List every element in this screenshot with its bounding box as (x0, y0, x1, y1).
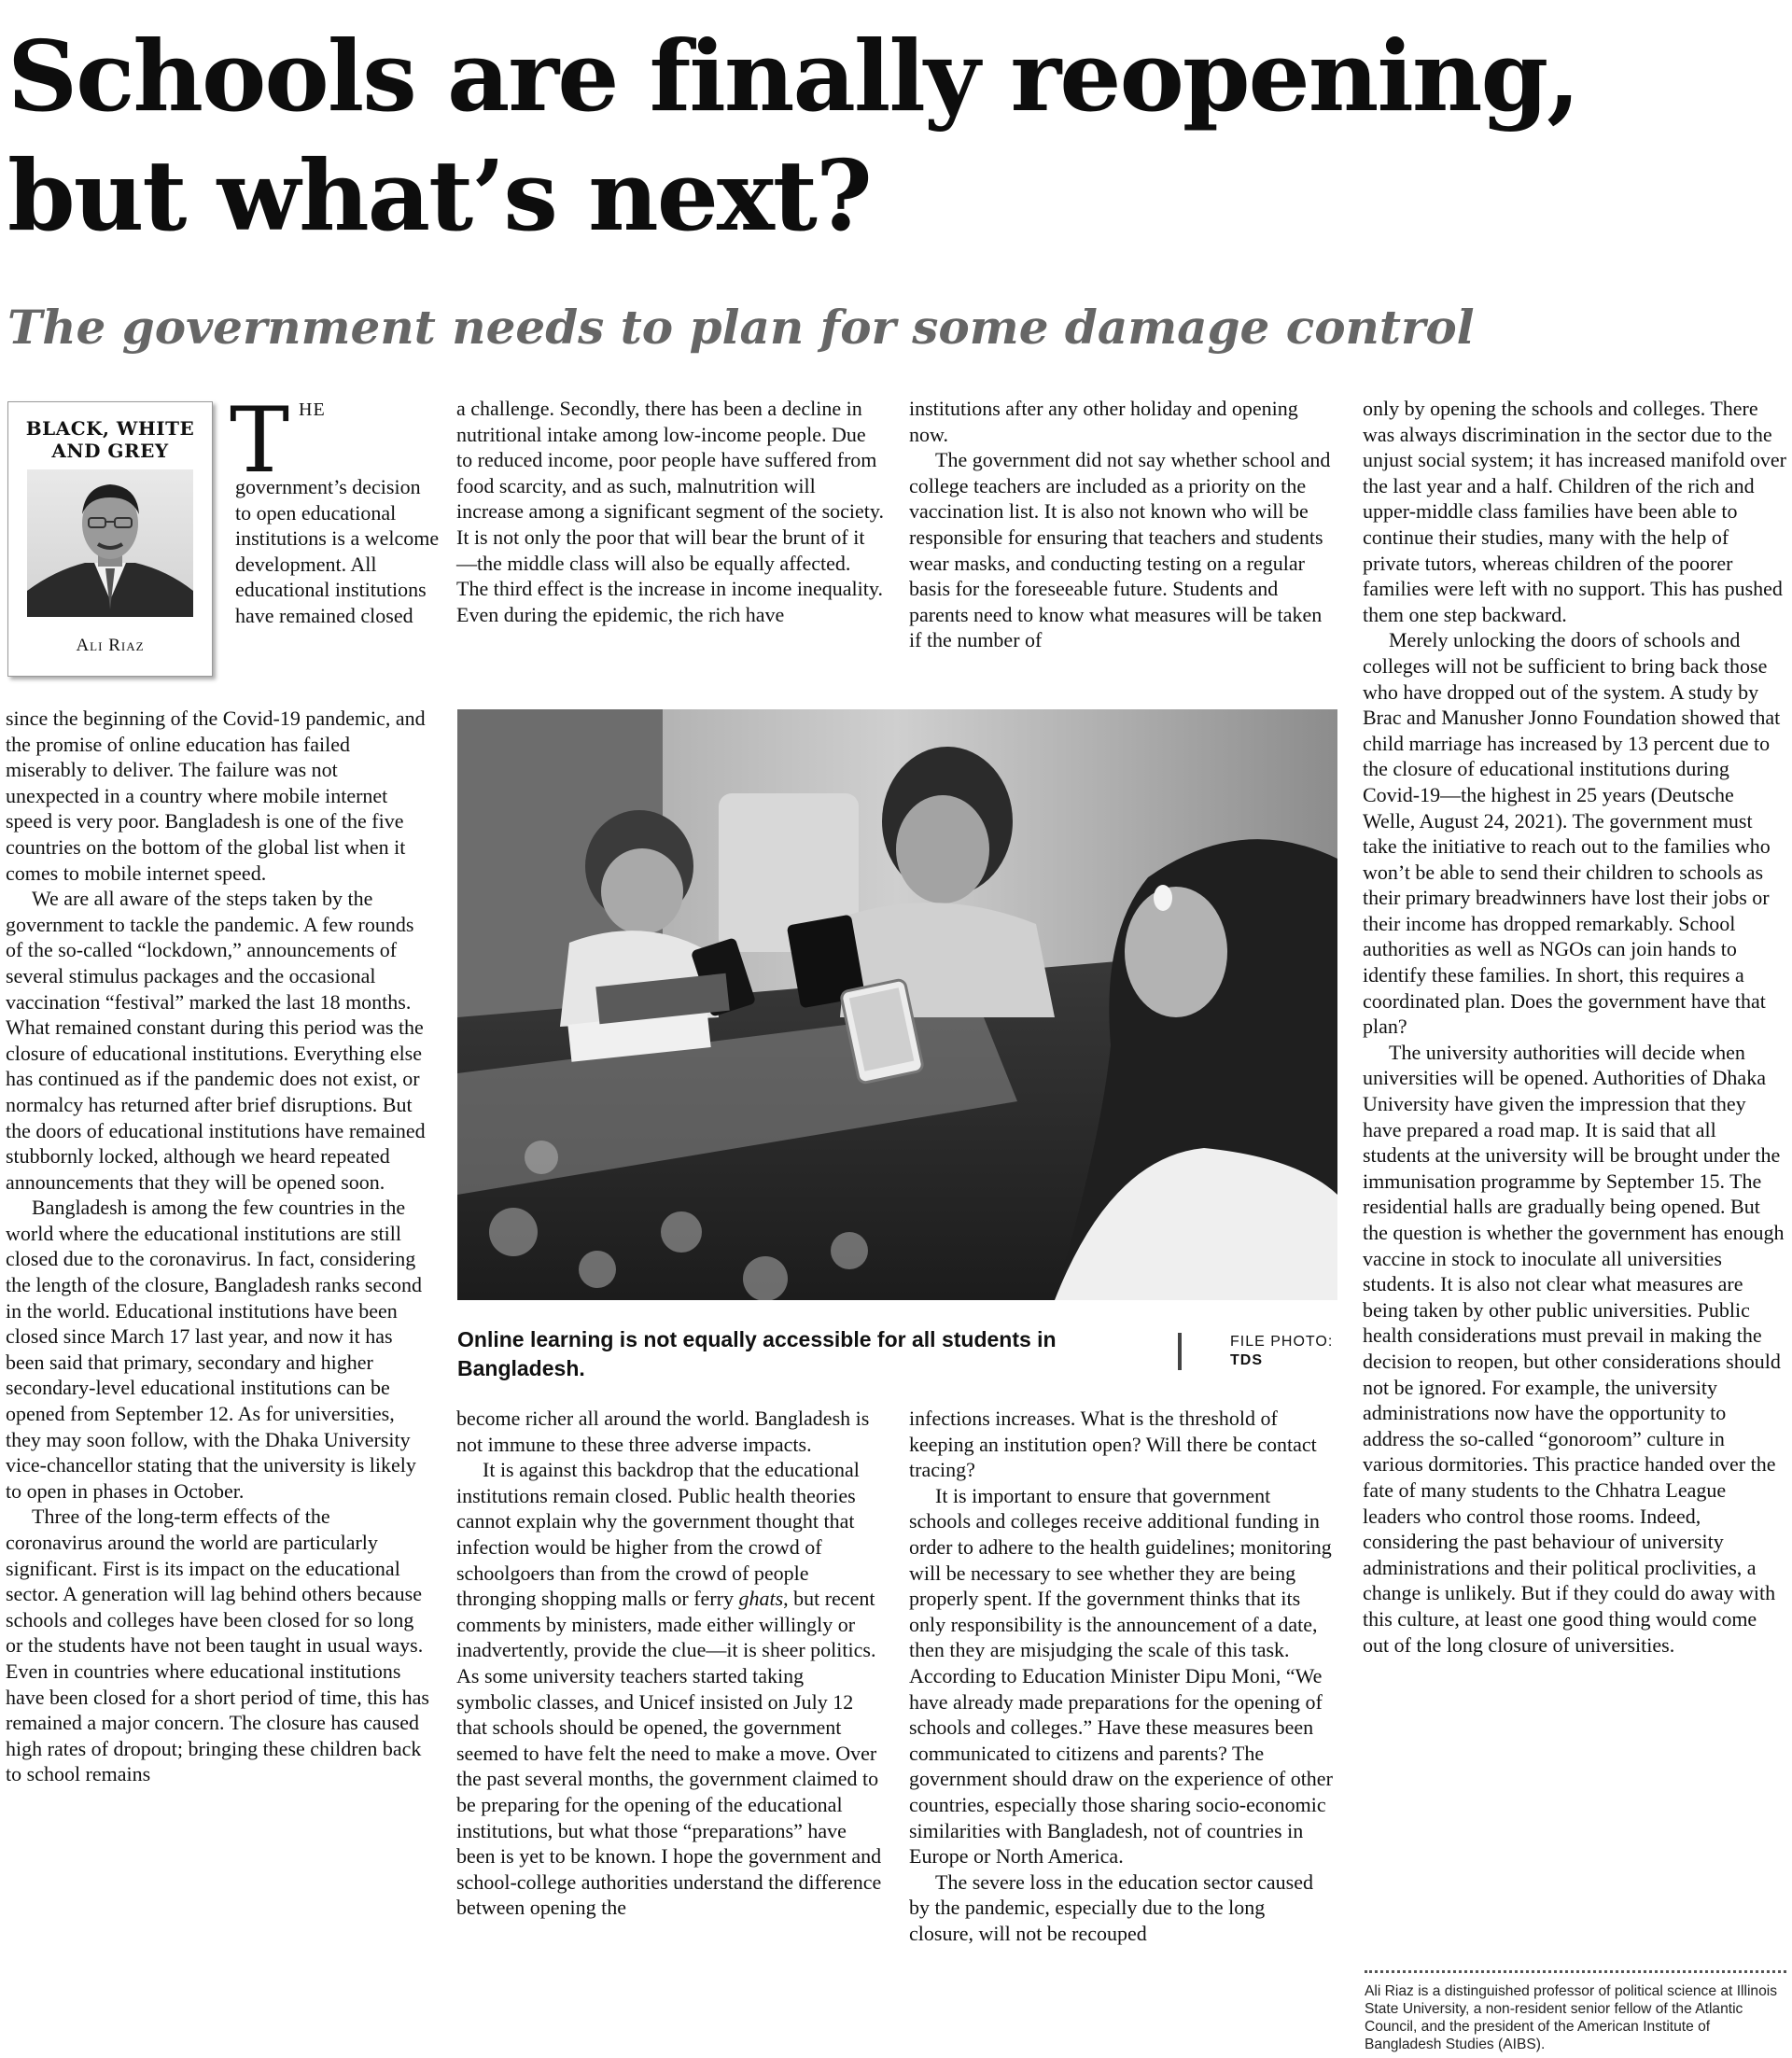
column-2-top-paragraph: a challenge. Secondly, there has been a decline in nutritional intake among low-income people. Due to reduced income, poor people have suffered from food scarcity, and as such, malnutrition will increase among a significant segment of the society. It is not only the poor that will bear the brunt of it—the middle class will also be equally affected. The third effect is the increase in income inequality. Even during the epidemic, the rich have (456, 397, 884, 626)
column-3-top-paragraph-2: The government did not say whether school and college teachers are included as a priority on the vaccination list. It is also not known who will be responsible for ensuring that teachers and students wear masks, and conducting testing on a regular basis for the foreseeable future. Students and parents need to know what measures will be taken if the number of (909, 448, 1331, 652)
column-name-line-1: BLACK, WHITE (25, 417, 195, 440)
intro-paragraph: government’s decision to open educational institutions is a welcome development. All educational institutions have remained closed (235, 475, 440, 627)
column-2-bottom-paragraph-2-part-b: , but recent comments by ministers, made either willingly or inadvertently, provide the clue—it is sheer politics. As some university teachers started taking symbolic classes, and Unicef insisted on July 12 that schools should be opened, the government seemed to have felt the need to make a move. Over the past several months, the government claimed to be preparing for the opening of the educational institutions, but what those “preparations” have been is yet to be known. I hope the government and school-college authorities understand the difference between opening the (456, 1587, 882, 1920)
column-3-bottom-paragraph-2: It is important to ensure that government schools and colleges receive additional funding in order to adhere to the health guidelines; monitoring will be necessary to see whether they are being properly spent. If the government thinks that its only responsibility is the announcement of a date, then they are misjudging the scale of this task. According to Education Minister Dipu Moni, “We have already made preparations for the opening of schools and colleges.” Have these measures been communicated to citizens and parents? The government should draw on the experience of other countries, especially those sharing socio-economic similarities with Bangladesh, not of countries in Europe or North America. (909, 1483, 1333, 1869)
bio-divider (1365, 1970, 1786, 1973)
author-photo (27, 469, 193, 617)
column-4-paragraph-1: only by opening the schools and colleges. There was always discrimination in the sector due to the unjust social system; it has increased manifold over the last year and a half. Children of the rich and upper-middle class families have been able to continue their studies, many with the help of private tutors, whereas children of the poorer families were left with no support. This has pushed them one step backward. (1363, 397, 1786, 626)
headline (7, 17, 1781, 256)
photo-credit-label: FILE PHOTO: (1230, 1334, 1334, 1350)
column-4-paragraph-3: The university authorities will decide when universities will be opened. Authorities of Dhaka University have given the impression that they have prepared a road map. It is said that all students at the university will be brought under the immunisation programme by September 15. The residential halls are gradually being opened. But the question is whether the government has enough vaccine in stock to inoculate all universities students. It is also not clear what measures are being taken by other public universities. Public health considerations must prevail in making the decision to reopen, but other considerations should not be ignored. For example, the university administrations now have the opportunity to address the so-called “gonoroom” culture in various dormitories. This practice handed over the fate of many students to the Chhatra League leaders who control those rooms. Indeed, considering the past behaviour of university administrations and their political proclivities, a change is unlikely. But if they could do away with this culture, at least one good thing would come out of the long closure of universities. (1363, 1040, 1785, 1657)
photo-credit (1230, 1333, 1333, 1370)
column-2-top (456, 396, 884, 627)
byline-box (7, 401, 213, 677)
column-3-top (909, 396, 1334, 653)
column-3-top-paragraph-1: institutions after any other holiday and opening now. (909, 397, 1298, 446)
author-bio: Ali Riaz is a distinguished professor of political science at Illinois State University, a non-resident senior fellow of the Atlantic Council, and the president of the American Institute of Bangladesh Studies (AIBS). (1365, 1983, 1778, 2052)
column-2-bottom-paragraph-1: become richer all around the world. Bangladesh is not immune to these three adverse impacts. (456, 1407, 870, 1456)
drop-cap: T (230, 388, 290, 493)
column-3-bottom (909, 1406, 1334, 1946)
column-1 (6, 706, 430, 1787)
column-4 (1363, 396, 1786, 1658)
column-2-bottom-paragraph-2 (456, 1457, 884, 1921)
photo-credit-source: TDS (1230, 1352, 1263, 1368)
headline-line-1: Schools are finally reopening, (7, 19, 1579, 133)
column-1-paragraph-3: Bangladesh is among the few countries in the world where the educational institutions are still closed due to the coronavirus. In fact, considering the length of the closure, Bangladesh ranks second in the world. Educational institutions have been closed since March 17 last year, and now it has been said that primary, secondary and higher secondary-level educational institutions can be opened from September 12. As for universities, they may soon follow, with the Dhaka University vice-chancellor stating that the university is likely to open in phases in October. (6, 1196, 422, 1503)
column-2-bottom (456, 1406, 884, 1921)
column-2-bottom-paragraph-2-italic: ghats (738, 1587, 784, 1611)
column-3-bottom-paragraph-3: The severe loss in the education sector caused by the pandemic, especially due to the long closure, will not be recouped (909, 1869, 1314, 1945)
column-1-paragraph-2: We are all aware of the steps taken by the government to tackle the pandemic. A few rounds of the so-called “lockdown,” announcements of several stimulus packages and the occasional vaccination “festival” marked the last 18 months. What remained constant during this period was the closure of educational institutions. Everything else has continued as if the pandemic does not exist, or normalcy has returned after brief disruptions. But the doors of educational institutions have remained stubbornly locked, although we heard repeated announcements that they will be opened soon. (6, 887, 426, 1194)
article-photo (457, 709, 1337, 1300)
author-name: Ali Riaz (76, 636, 145, 655)
headline-line-2: but what’s next? (7, 138, 871, 253)
caption-divider (1178, 1333, 1182, 1370)
column-3-bottom-paragraph-1: infections increases. What is the threshold of keeping an institution open? Will there be contact tracing? (909, 1407, 1317, 1482)
subheadline: The government needs to plan for some damage control (7, 300, 1475, 355)
column-1-paragraph-4: Three of the long-term effects of the coronavirus around the world are particularly significant. First is its impact on the educational sector. A generation will lag behind others because schools and colleges have been closed for so long or the students have not been taught in usual ways. Even in countries where educational institutions have been closed for a short period of time, this has remained a major concern. The closure has caused high rates of dropout; bringing these children back to school remains (6, 1505, 429, 1786)
column-1-paragraph-1: since the beginning of the Covid-19 pandemic, and the promise of online education has failed miserably to deliver. The failure was not unexpected in a country where mobile internet speed is very poor. Bangladesh is one of the five countries on the bottom of the global list when it comes to mobile internet speed. (6, 707, 426, 885)
column-name (8, 417, 212, 462)
column-2-bottom-paragraph-2-part-a: It is against this backdrop that the educational institutions remain closed. Public health theories cannot explain why the government thought that infection would be higher from the crowd of schoolgoers than from the crowd of people thronging shopping malls or ferry (456, 1458, 860, 1611)
drop-cap-rest: HE (299, 399, 326, 420)
column-name-line-2: AND GREY (51, 440, 169, 462)
intro-text-block (235, 474, 441, 629)
photo-caption: Online learning is not equally accessible for all students in Bangladesh. (457, 1327, 1057, 1380)
column-4-paragraph-2: Merely unlocking the doors of schools and colleges will not be sufficient to bring back those who have dropped out of the system. A study by Brac and Manusher Jonno Foundation showed that child marriage has increased by 13 percent due to the closure of educational institutions during Covid-19—the highest in 25 years (Deutsche Welle, August 24, 2021). The government must take the initiative to reach out to the families who won’t be able to send their children to schools as their primary breadwinners have lost their jobs or their income has dropped remarkably. School authorities as well as NGOs can join hands to identify these families. In short, this requires a coordinated plan. Does the government have that plan? (1363, 628, 1781, 1039)
